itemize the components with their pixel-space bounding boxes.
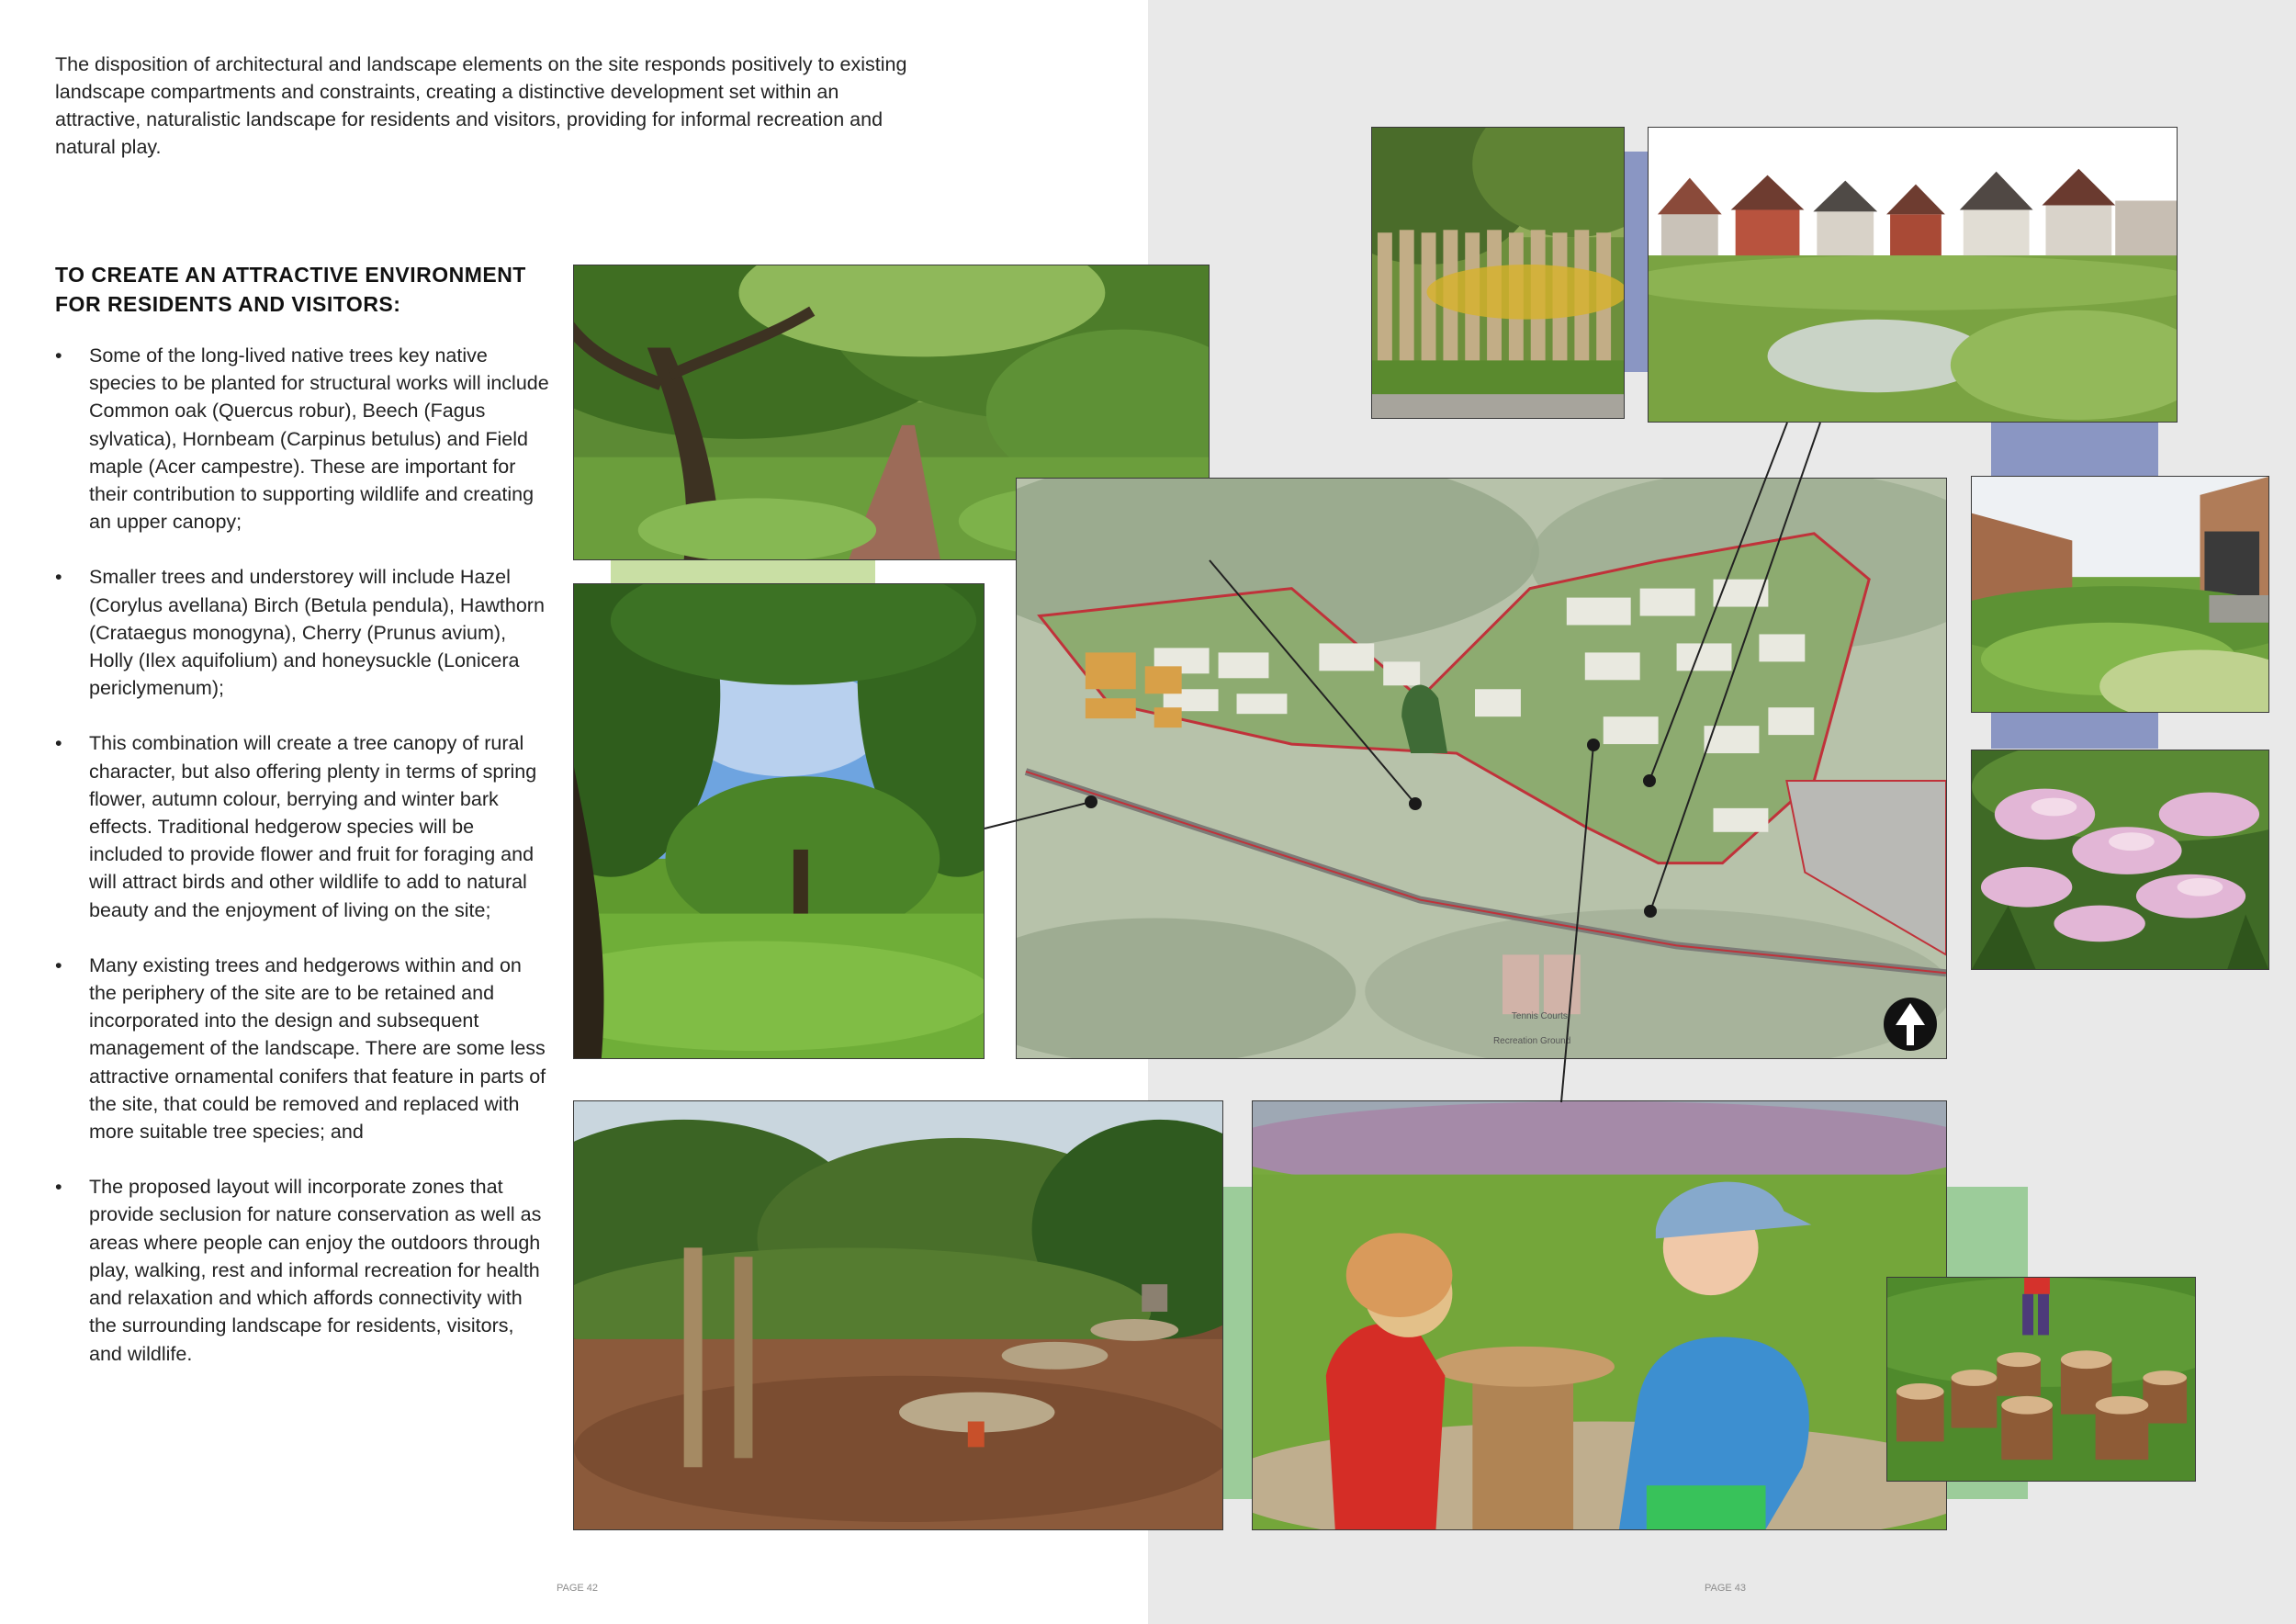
children-play-photo xyxy=(1252,1100,1947,1530)
north-arrow-icon xyxy=(1884,998,1937,1051)
bullet-item: • Smaller trees and understorey will include Hazel (Corylus avellana) Birch (Betula pendula), Hawthorn (Crataegus monogyna), Cherry (Prunus avium), Holly (Ilex aquifolium) and honeysuckle (Lonicera periclymenum); xyxy=(55,563,551,702)
page-number-right: PAGE 43 xyxy=(1705,1583,1747,1594)
page-number-left: PAGE 42 xyxy=(557,1583,599,1594)
meadow-trees-photo xyxy=(573,583,985,1059)
wildflowers-photo xyxy=(1971,750,2269,970)
map-label-tennis: Tennis Courts xyxy=(1511,1011,1568,1022)
intro-paragraph: The disposition of architectural and landscape elements on the site responds positively to existing landscape compartments and constraints, creating a distinctive development set within an attractive, naturalistic landscape for residents and visitors, providing for informal recreation and natural play. xyxy=(55,53,907,158)
natural-play-area-photo xyxy=(573,1100,1223,1530)
map-label-recreation: Recreation Ground xyxy=(1492,1036,1571,1047)
bullet-item: • Some of the long-lived native trees key native species to be planted for structural works will include Common oak (Quercus robur), Beech (Fagus sylvatica), Hornbeam (Carpinus betulus) and Field maple (Acer campestre). These are important for their contribution to supporting wildlife and creating an upper canopy; xyxy=(55,342,551,536)
accent-block-blue xyxy=(1624,152,1648,372)
bullet-item: • The proposed layout will incorporate zones that provide seclusion for nature conservation as well as areas where people can enjoy the outdoors through play, walking, rest and informal recreation for health and relaxation and which affords connectivity with the surrounding landscape for residents, visitors, and wildlife. xyxy=(55,1173,551,1367)
housing-pond-photo xyxy=(1648,127,2178,423)
bullet-item: • This combination will create a tree canopy of rural character, but also offering plenty in terms of spring flower, autumn colour, berrying and winter bark effects. Traditional hedgerow species will be included to provide flower and fruit for foraging and will attract birds and other wildlife to add to natural beauty and the enjoyment of living on the site; xyxy=(55,729,551,923)
accent-block-blue xyxy=(1991,421,2158,476)
masterplan-map xyxy=(1016,478,1947,1059)
terrace-swale-photo xyxy=(1971,476,2269,713)
fence-flowers-photo xyxy=(1371,127,1625,419)
bullet-list xyxy=(55,342,551,1395)
log-stepping-stones-photo xyxy=(1886,1277,2196,1482)
section-heading: TO CREATE AN ATTRACTIVE ENVIRONMENT FOR RESIDENTS AND VISITORS: xyxy=(55,263,526,316)
bullet-item: • Many existing trees and hedgerows within and on the periphery of the site are to be retained and incorporated into the design and subsequent management of the landscape. There are some less attractive ornamental conifers that feature in parts of the site, that could be removed and replaced with more suitable tree species; and xyxy=(55,952,551,1145)
accent-block-blue xyxy=(1991,712,2158,749)
